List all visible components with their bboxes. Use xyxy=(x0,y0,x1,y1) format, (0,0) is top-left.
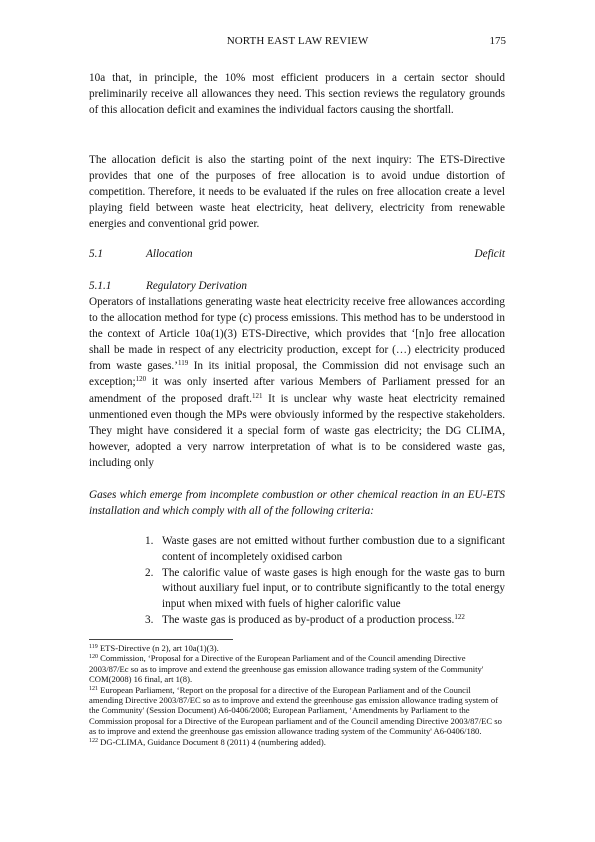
page-number: 175 xyxy=(489,35,506,47)
footnote-separator xyxy=(89,639,233,640)
footnote-number: 121 xyxy=(89,685,98,692)
block-quote-text: Gases which emerge from incomplete combustion or other chemical reaction in an EU-ETS installation and which comply with all of the following criteria: xyxy=(89,489,505,518)
criteria-item-text: Waste gases are not emitted without further combustion due to a significant content of incompletely oxidised carbon xyxy=(162,535,505,563)
section-title-word-2: Deficit xyxy=(474,248,505,260)
criteria-item-number: 3. xyxy=(145,613,154,626)
paragraph-3-part-c: it was only inserted after various Members of Parliament pressed for an amendment of the proposed draft. xyxy=(89,376,505,405)
section-number: 5.1 xyxy=(89,248,103,260)
criteria-item-text: The waste gas is produced as by-product of a production process. xyxy=(162,613,455,626)
subsection-number: 5.1.1 xyxy=(89,280,112,292)
section-title-word-1: Allocation xyxy=(146,248,193,260)
footnote-119 xyxy=(89,643,505,653)
footnote-number: 122 xyxy=(89,737,98,744)
footnote-ref-120[interactable]: 120 xyxy=(135,375,147,384)
paragraph-2-text: The allocation deficit is also the starting point of the next inquiry: The ETS-Directive provides that one of the purposes of free allocation is to avoid undue distortion of competition. Therefore, it needs to be evaluated if the rules on free allocation create a level playing field between waste heat electricity, heat delivery, electricity from renewable energies and conventional grid power. xyxy=(89,154,505,231)
criteria-item-text: The calorific value of waste gases is high enough for the waste gas to burn without auxiliary fuel input, or to contribute significantly to the total energy input when mixed with fuels of higher calorific value xyxy=(162,566,505,611)
paragraph-3-part-b: In its initial proposal, the Commission did not envisage such an exception; xyxy=(89,360,505,389)
footnotes xyxy=(89,643,505,747)
footnote-number: 120 xyxy=(89,654,98,661)
subsection-title: Regulatory Derivation xyxy=(146,280,247,292)
footnote-122 xyxy=(89,737,505,747)
footnote-ref-121[interactable]: 121 xyxy=(251,391,263,400)
footnote-text: DG-CLIMA, Guidance Document 8 (2011) 4 (numbering added). xyxy=(100,736,326,747)
footnote-text: European Parliament, ‘Report on the proposal for a directive of the European Parliament and of the Council amending Directive 2003/87/EC so as to improve and extend the greenhouse gas emission allowance trading system of the Community' (Session Document) A6-0406/2008; European Parliament, ‘Amendments by Parliament to the Commission proposal for a Directive of the European parliament and of the Council amending Directive 2003/87/EC so as to improve and extend the greenhouse gas emission allowance trading system of the Community' A6-0406/180. xyxy=(89,684,502,737)
criteria-list xyxy=(145,534,505,629)
footnote-text: Commission, ‘Proposal for a Directive of the European Parliament and of the Council amending Directive 2003/87/Ec so as to improve and extend the greenhouse gas emission allowance trading system of the Community' COM(2008) 16 final, art 1(8). xyxy=(89,653,484,685)
paragraph-3-text xyxy=(89,294,505,471)
footnote-ref-119[interactable]: 119 xyxy=(177,359,189,368)
criteria-item xyxy=(145,613,505,629)
block-quote xyxy=(89,487,505,519)
paragraph-1 xyxy=(89,70,505,118)
footnote-120 xyxy=(89,653,505,684)
paragraph-2 xyxy=(89,152,505,232)
criteria-item-number: 1. xyxy=(145,535,154,547)
paragraph-3-part-d: It is unclear why waste heat electricity remained unmentioned even though the MPs were obviously informed by the respective stakeholders. They might have considered it a special form of waste gas electricity; the DG CLIMA, however, adopted a very narrow interpretation of what is to be considered waste gas, including only xyxy=(89,392,506,469)
footnote-ref-122[interactable]: 122 xyxy=(454,612,465,621)
paragraph-3 xyxy=(89,294,505,471)
running-header-title: NORTH EAST LAW REVIEW xyxy=(226,35,369,47)
footnote-number: 119 xyxy=(89,644,98,650)
paragraph-1-text: 10a that, in principle, the 10% most efficient producers in a certain sector should preliminarily receive all allowances they need. This section reviews the regulatory grounds of this allocation deficit and examines the individual factors causing the shortfall. xyxy=(89,72,505,117)
footnote-121 xyxy=(89,685,505,737)
criteria-item-number: 2. xyxy=(145,566,154,579)
criteria-item xyxy=(145,534,505,566)
paragraph-3-part-a: Operators of installations generating waste heat electricity receive free allowances according to the allocation method for type (c) process emissions. This method has to be understood in the context of Article 10a(1)(3) ETS-Directive, which provides that ‘[n]o free allocation shall be made in respect of any electricity production, except for (…) electricity produced from waste gases.’ xyxy=(89,296,505,373)
criteria-item xyxy=(145,566,505,613)
footnote-text: ETS-Directive (n 2), art 10a(1)(3). xyxy=(99,643,219,653)
